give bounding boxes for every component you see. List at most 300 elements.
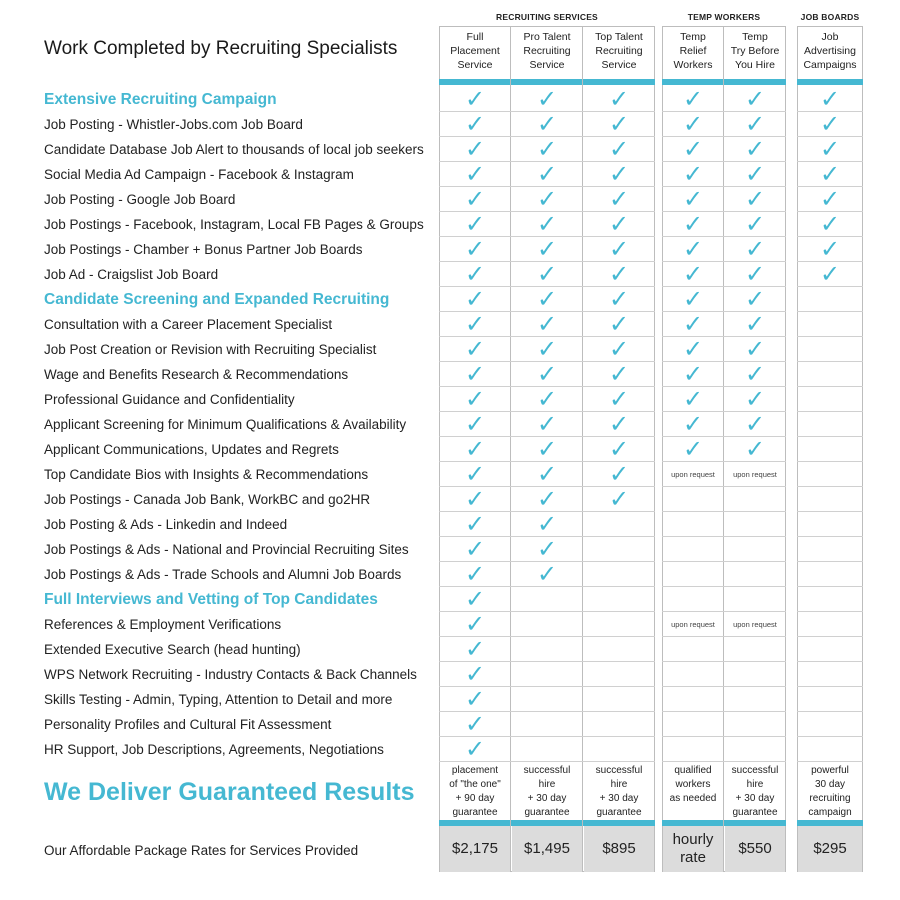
upon-request-note: upon request xyxy=(671,470,715,479)
table-cell xyxy=(439,262,511,287)
check-icon: ✓ xyxy=(744,261,766,288)
table-cell xyxy=(724,387,786,412)
result-line: + 30 day xyxy=(735,793,775,804)
table-cell xyxy=(511,562,583,587)
table-cell xyxy=(583,612,655,637)
table-cell xyxy=(662,287,724,312)
column-header xyxy=(797,30,863,78)
table-cell xyxy=(662,612,724,637)
table-cell xyxy=(583,737,655,762)
check-icon: ✓ xyxy=(464,436,486,463)
table-cell xyxy=(662,137,724,162)
table-cell xyxy=(797,237,863,262)
check-icon: ✓ xyxy=(744,386,766,413)
service-label: Social Media Ad Campaign - Facebook & Instagram xyxy=(44,167,354,182)
table-cell xyxy=(439,687,511,712)
service-label: Job Posting & Ads - Linkedin and Indeed xyxy=(44,517,288,532)
column-header xyxy=(724,30,786,78)
column-header-line: You Hire xyxy=(735,59,775,71)
result-description xyxy=(724,764,786,820)
table-cell xyxy=(511,137,583,162)
rates-label: Our Affordable Package Rates for Services Provided xyxy=(44,843,359,858)
check-icon: ✓ xyxy=(536,486,558,513)
table-cell xyxy=(439,237,511,262)
table-cell xyxy=(797,537,863,562)
table-cell xyxy=(724,687,786,712)
table-cell xyxy=(724,362,786,387)
table-cell xyxy=(662,112,724,137)
table-cell xyxy=(797,587,863,612)
table-cell xyxy=(583,87,655,112)
check-icon: ✓ xyxy=(536,336,558,363)
result-description xyxy=(662,764,724,820)
check-icon: ✓ xyxy=(682,236,704,263)
table-cell xyxy=(797,712,863,737)
check-icon: ✓ xyxy=(608,386,630,413)
check-icon: ✓ xyxy=(819,186,841,213)
upon-request-note: upon request xyxy=(733,470,777,479)
table-cell xyxy=(797,637,863,662)
column-header-line: Full xyxy=(466,31,484,43)
service-label: HR Support, Job Descriptions, Agreements, Negotiations xyxy=(44,742,384,757)
result-line: + 30 day xyxy=(599,793,639,804)
check-icon: ✓ xyxy=(536,236,558,263)
result-line: successful xyxy=(731,765,779,776)
table-cell xyxy=(511,237,583,262)
column-header-line: Workers xyxy=(673,59,713,71)
column-header xyxy=(583,30,655,78)
header-accent-bar xyxy=(797,79,863,85)
table-cell xyxy=(439,212,511,237)
service-label: Job Posting - Whistler-Jobs.com Job Board xyxy=(44,117,303,132)
table-cell xyxy=(511,587,583,612)
table-cell xyxy=(439,362,511,387)
check-icon: ✓ xyxy=(682,111,704,138)
table-cell xyxy=(797,312,863,337)
table-cell xyxy=(662,712,724,737)
package-price-text xyxy=(673,831,714,867)
column-header-line: Try Before xyxy=(730,45,780,57)
table-cell xyxy=(511,687,583,712)
table-cell xyxy=(439,712,511,737)
table-cell xyxy=(439,112,511,137)
check-icon: ✓ xyxy=(608,211,630,238)
check-icon: ✓ xyxy=(744,436,766,463)
table-cell xyxy=(583,687,655,712)
check-icon: ✓ xyxy=(536,211,558,238)
column-header xyxy=(662,30,724,78)
column-header-line: Relief xyxy=(679,45,707,57)
table-cell xyxy=(511,662,583,687)
result-description xyxy=(797,764,863,820)
table-cell xyxy=(439,512,511,537)
table-cell xyxy=(797,287,863,312)
result-line: + 30 day xyxy=(527,793,567,804)
service-label: Consultation with a Career Placement Specialist xyxy=(44,317,333,332)
check-icon: ✓ xyxy=(608,486,630,513)
check-icon: ✓ xyxy=(464,211,486,238)
package-price xyxy=(663,826,723,872)
table-cell xyxy=(662,87,724,112)
service-label: Personality Profiles and Cultural Fit Assessment xyxy=(44,717,332,732)
column-header xyxy=(439,30,511,78)
check-icon: ✓ xyxy=(464,561,486,588)
table-cell xyxy=(439,587,511,612)
table-cell xyxy=(662,462,724,487)
table-cell xyxy=(724,662,786,687)
table-cell xyxy=(662,387,724,412)
check-icon: ✓ xyxy=(536,186,558,213)
check-icon: ✓ xyxy=(464,661,486,688)
table-cell xyxy=(662,312,724,337)
check-icon: ✓ xyxy=(682,361,704,388)
check-icon: ✓ xyxy=(536,111,558,138)
check-icon: ✓ xyxy=(464,386,486,413)
column-header-line: Service xyxy=(529,59,565,71)
check-icon: ✓ xyxy=(536,161,558,188)
check-icon: ✓ xyxy=(682,211,704,238)
table-cell xyxy=(797,512,863,537)
package-price-line: hourly xyxy=(672,831,714,848)
table-cell xyxy=(797,687,863,712)
check-icon: ✓ xyxy=(744,161,766,188)
table-cell xyxy=(583,637,655,662)
group-header: TEMP WORKERS xyxy=(687,12,761,22)
table-cell xyxy=(724,187,786,212)
table-cell xyxy=(724,312,786,337)
table-cell xyxy=(439,562,511,587)
page-title: Work Completed by Recruiting Specialists xyxy=(44,38,398,59)
package-price-line: rate xyxy=(680,849,706,866)
table-cell xyxy=(511,637,583,662)
check-icon: ✓ xyxy=(744,86,766,113)
table-cell xyxy=(724,162,786,187)
table-cell xyxy=(511,387,583,412)
result-line: successful xyxy=(523,765,571,776)
service-label: Skills Testing - Admin, Typing, Attention to Detail and more xyxy=(44,692,393,707)
column-header-line: Service xyxy=(601,59,637,71)
check-icon: ✓ xyxy=(536,511,558,538)
check-icon: ✓ xyxy=(608,161,630,188)
column-header-line: Campaigns xyxy=(803,59,857,71)
table-cell xyxy=(511,337,583,362)
service-label: Job Posting - Google Job Board xyxy=(44,192,236,207)
check-icon: ✓ xyxy=(608,111,630,138)
upon-request-note: upon request xyxy=(671,620,715,629)
check-icon: ✓ xyxy=(608,286,630,313)
header-accent-bar xyxy=(439,79,655,85)
check-icon: ✓ xyxy=(536,386,558,413)
result-line: campaign xyxy=(808,807,852,818)
table-cell xyxy=(439,487,511,512)
table-cell xyxy=(511,212,583,237)
table-cell xyxy=(797,662,863,687)
check-icon: ✓ xyxy=(536,436,558,463)
check-icon: ✓ xyxy=(464,411,486,438)
table-cell xyxy=(662,687,724,712)
check-icon: ✓ xyxy=(682,386,704,413)
result-line: recruiting xyxy=(809,793,851,804)
service-label: Extended Executive Search (head hunting) xyxy=(44,642,301,657)
check-icon: ✓ xyxy=(682,161,704,188)
check-icon: ✓ xyxy=(464,586,486,613)
service-label: Candidate Database Job Alert to thousands of local job seekers xyxy=(44,142,424,157)
check-icon: ✓ xyxy=(682,186,704,213)
table-cell xyxy=(511,112,583,137)
check-icon: ✓ xyxy=(608,361,630,388)
table-cell xyxy=(511,312,583,337)
column-header-line: Placement xyxy=(450,45,500,57)
service-label: Job Postings & Ads - National and Provincial Recruiting Sites xyxy=(44,542,409,557)
column-header-line: Service xyxy=(457,59,493,71)
check-icon: ✓ xyxy=(819,86,841,113)
table-cell xyxy=(583,587,655,612)
check-icon: ✓ xyxy=(608,186,630,213)
table-cell xyxy=(724,512,786,537)
header-accent-bar xyxy=(662,79,786,85)
table-cell xyxy=(724,562,786,587)
table-cell xyxy=(662,162,724,187)
table-cell xyxy=(662,637,724,662)
check-icon: ✓ xyxy=(536,361,558,388)
package-price: $895 xyxy=(584,826,654,872)
check-icon: ✓ xyxy=(536,261,558,288)
table-cell xyxy=(583,712,655,737)
check-icon: ✓ xyxy=(819,211,841,238)
check-icon: ✓ xyxy=(464,111,486,138)
result-line: as needed xyxy=(669,793,717,804)
table-cell xyxy=(511,287,583,312)
result-line: guarantee xyxy=(596,807,642,818)
check-icon: ✓ xyxy=(464,486,486,513)
result-line: hire xyxy=(538,779,556,790)
table-cell xyxy=(797,212,863,237)
table-cell xyxy=(583,337,655,362)
table-cell xyxy=(583,662,655,687)
check-icon: ✓ xyxy=(464,511,486,538)
check-icon: ✓ xyxy=(464,286,486,313)
check-icon: ✓ xyxy=(819,111,841,138)
table-cell xyxy=(797,562,863,587)
column-header-line: Temp xyxy=(680,31,706,43)
column-header-line: Job xyxy=(821,31,839,43)
table-cell xyxy=(583,212,655,237)
table-cell xyxy=(797,612,863,637)
table-cell xyxy=(797,112,863,137)
table-cell xyxy=(511,162,583,187)
check-icon: ✓ xyxy=(682,261,704,288)
table-cell xyxy=(439,137,511,162)
table-cell xyxy=(583,487,655,512)
check-icon: ✓ xyxy=(536,136,558,163)
table-cell xyxy=(797,462,863,487)
group-header: RECRUITING SERVICES xyxy=(496,12,598,22)
check-icon: ✓ xyxy=(819,236,841,263)
upon-request-note: upon request xyxy=(733,620,777,629)
table-cell xyxy=(439,162,511,187)
table-cell xyxy=(511,462,583,487)
result-description xyxy=(439,764,511,820)
check-icon: ✓ xyxy=(608,311,630,338)
table-cell xyxy=(724,87,786,112)
table-cell xyxy=(511,437,583,462)
result-line: hire xyxy=(746,779,764,790)
table-cell xyxy=(583,537,655,562)
table-cell xyxy=(511,487,583,512)
section-heading: Extensive Recruiting Campaign xyxy=(44,91,277,108)
check-icon: ✓ xyxy=(682,136,704,163)
table-cell xyxy=(724,462,786,487)
service-label: WPS Network Recruiting - Industry Contacts & Back Channels xyxy=(44,667,417,682)
service-label: Job Postings - Canada Job Bank, WorkBC and go2HR xyxy=(44,492,371,507)
table-cell xyxy=(724,212,786,237)
check-icon: ✓ xyxy=(608,86,630,113)
check-icon: ✓ xyxy=(682,86,704,113)
result-line: powerful xyxy=(811,765,849,776)
table-cell xyxy=(583,162,655,187)
table-cell xyxy=(439,612,511,637)
service-label: Wage and Benefits Research & Recommendations xyxy=(44,367,349,382)
table-cell xyxy=(439,387,511,412)
result-line: successful xyxy=(595,765,643,776)
table-cell xyxy=(511,537,583,562)
table-cell xyxy=(583,237,655,262)
column-header-line: Temp xyxy=(742,31,768,43)
table-cell xyxy=(662,437,724,462)
check-icon: ✓ xyxy=(464,161,486,188)
table-cell xyxy=(724,587,786,612)
result-line: guarantee xyxy=(452,807,498,818)
table-cell xyxy=(724,112,786,137)
check-icon: ✓ xyxy=(464,236,486,263)
check-icon: ✓ xyxy=(744,111,766,138)
table-cell xyxy=(583,512,655,537)
table-cell xyxy=(583,362,655,387)
result-line: workers xyxy=(675,779,711,790)
result-line: guarantee xyxy=(524,807,570,818)
service-label: Professional Guidance and Confidentiality xyxy=(44,392,295,407)
table-cell xyxy=(724,412,786,437)
table-cell xyxy=(583,112,655,137)
result-line: qualified xyxy=(674,765,712,776)
column-header-line: Top Talent xyxy=(595,31,643,43)
table-cell xyxy=(662,187,724,212)
table-cell xyxy=(439,412,511,437)
table-cell xyxy=(439,337,511,362)
check-icon: ✓ xyxy=(464,361,486,388)
check-icon: ✓ xyxy=(464,611,486,638)
table-cell xyxy=(662,212,724,237)
check-icon: ✓ xyxy=(744,186,766,213)
result-description xyxy=(583,764,655,820)
check-icon: ✓ xyxy=(464,636,486,663)
table-cell xyxy=(724,437,786,462)
group-header: JOB BOARDS xyxy=(800,12,860,22)
table-cell xyxy=(724,337,786,362)
result-line: guarantee xyxy=(732,807,778,818)
check-icon: ✓ xyxy=(608,436,630,463)
table-cell xyxy=(583,262,655,287)
table-cell xyxy=(662,237,724,262)
table-cell xyxy=(797,437,863,462)
table-cell xyxy=(583,287,655,312)
result-line: + 90 day xyxy=(455,793,495,804)
table-cell xyxy=(439,662,511,687)
service-label: Job Postings - Facebook, Instagram, Local FB Pages & Groups xyxy=(44,217,424,232)
table-cell xyxy=(583,387,655,412)
table-cell xyxy=(724,637,786,662)
service-label: Job Postings - Chamber + Bonus Partner Job Boards xyxy=(44,242,363,257)
table-cell xyxy=(724,737,786,762)
table-cell xyxy=(662,662,724,687)
check-icon: ✓ xyxy=(608,411,630,438)
check-icon: ✓ xyxy=(536,286,558,313)
check-icon: ✓ xyxy=(744,236,766,263)
table-cell xyxy=(662,562,724,587)
table-cell xyxy=(724,712,786,737)
check-icon: ✓ xyxy=(536,461,558,488)
table-cell xyxy=(439,462,511,487)
check-icon: ✓ xyxy=(744,311,766,338)
column-header-line: Pro Talent xyxy=(523,31,571,43)
table-cell xyxy=(724,137,786,162)
table-cell xyxy=(797,387,863,412)
service-label: Applicant Communications, Updates and Regrets xyxy=(44,442,339,457)
table-cell xyxy=(511,87,583,112)
table-cell xyxy=(583,312,655,337)
check-icon: ✓ xyxy=(608,336,630,363)
package-price: $2,175 xyxy=(440,826,510,872)
check-icon: ✓ xyxy=(464,686,486,713)
result-line: 30 day xyxy=(814,779,846,790)
check-icon: ✓ xyxy=(744,336,766,363)
table-cell xyxy=(797,487,863,512)
check-icon: ✓ xyxy=(682,336,704,363)
table-cell xyxy=(662,587,724,612)
table-cell xyxy=(724,487,786,512)
service-label: References & Employment Verifications xyxy=(44,617,282,632)
table-cell xyxy=(439,87,511,112)
table-cell xyxy=(583,137,655,162)
package-price: $1,495 xyxy=(512,826,582,872)
table-cell xyxy=(797,262,863,287)
check-icon: ✓ xyxy=(464,86,486,113)
table-cell xyxy=(724,262,786,287)
check-icon: ✓ xyxy=(536,536,558,563)
table-cell xyxy=(724,537,786,562)
table-cell xyxy=(439,537,511,562)
table-cell xyxy=(797,87,863,112)
table-cell xyxy=(511,737,583,762)
check-icon: ✓ xyxy=(536,311,558,338)
check-icon: ✓ xyxy=(744,361,766,388)
table-cell xyxy=(511,262,583,287)
check-icon: ✓ xyxy=(536,86,558,113)
service-label: Job Postings & Ads - Trade Schools and Alumni Job Boards xyxy=(44,567,402,582)
table-cell xyxy=(662,362,724,387)
result-line: of "the one" xyxy=(449,779,501,790)
table-cell xyxy=(662,487,724,512)
table-cell xyxy=(511,412,583,437)
table-cell xyxy=(439,187,511,212)
check-icon: ✓ xyxy=(464,461,486,488)
check-icon: ✓ xyxy=(536,411,558,438)
check-icon: ✓ xyxy=(744,136,766,163)
column-header-line: Recruiting xyxy=(523,45,571,57)
check-icon: ✓ xyxy=(682,311,704,338)
service-label: Applicant Screening for Minimum Qualifications & Availability xyxy=(44,417,407,432)
table-cell xyxy=(662,337,724,362)
